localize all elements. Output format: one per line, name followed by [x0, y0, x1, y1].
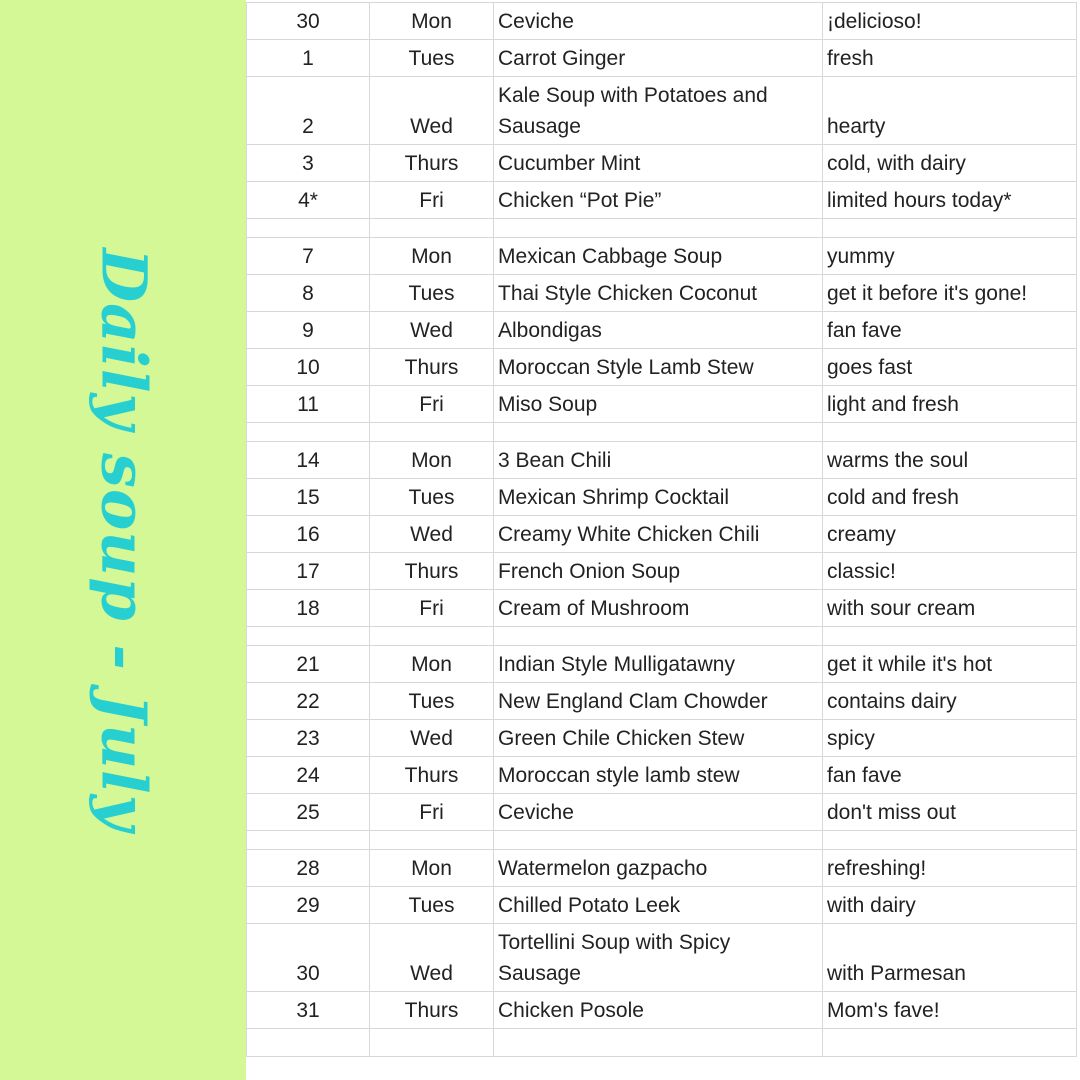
spacer-row	[247, 831, 1077, 850]
soup-calendar-table	[246, 2, 1077, 1057]
day-cell[interactable]: Tues	[370, 40, 494, 77]
soup-cell[interactable]: Thai Style Chicken Coconut	[494, 275, 823, 312]
soup-cell[interactable]: Albondigas	[494, 312, 823, 349]
empty-cell[interactable]	[823, 831, 1077, 850]
table-row	[247, 720, 1077, 757]
soup-cell[interactable]: Moroccan style lamb stew	[494, 757, 823, 794]
empty-cell[interactable]	[247, 423, 370, 442]
note-cell[interactable]: with Parmesan	[823, 924, 1077, 992]
table-row	[247, 553, 1077, 590]
table-row	[247, 349, 1077, 386]
table-row	[247, 238, 1077, 275]
note-cell[interactable]: Mom's fave!	[823, 992, 1077, 1029]
note-cell[interactable]: don't miss out	[823, 794, 1077, 831]
date-cell[interactable]: 2	[247, 77, 370, 145]
empty-cell[interactable]	[823, 627, 1077, 646]
soup-cell[interactable]: Indian Style Mulligatawny	[494, 646, 823, 683]
table-row	[247, 77, 1077, 145]
note-cell[interactable]: hearty	[823, 77, 1077, 145]
side-panel	[0, 0, 246, 1080]
table-row	[247, 683, 1077, 720]
day-cell[interactable]: Mon	[370, 646, 494, 683]
day-cell[interactable]: Mon	[370, 850, 494, 887]
table-row	[247, 924, 1077, 992]
table-row	[247, 992, 1077, 1029]
table-row	[247, 3, 1077, 40]
table-row	[247, 386, 1077, 423]
soup-cell[interactable]: Watermelon gazpacho	[494, 850, 823, 887]
empty-cell[interactable]	[494, 423, 823, 442]
note-cell[interactable]: fan fave	[823, 757, 1077, 794]
table-row	[247, 757, 1077, 794]
note-cell[interactable]: with dairy	[823, 887, 1077, 924]
empty-cell[interactable]	[370, 219, 494, 238]
empty-cell[interactable]	[247, 627, 370, 646]
soup-cell[interactable]: Kale Soup with Potatoes and Sausage	[494, 77, 823, 145]
note-cell[interactable]: with sour cream	[823, 590, 1077, 627]
empty-cell[interactable]	[823, 423, 1077, 442]
table-row	[247, 887, 1077, 924]
soup-cell[interactable]: Cucumber Mint	[494, 145, 823, 182]
day-cell[interactable]: Thurs	[370, 145, 494, 182]
day-cell[interactable]: Wed	[370, 516, 494, 553]
day-cell[interactable]: Fri	[370, 182, 494, 219]
day-cell[interactable]: Mon	[370, 238, 494, 275]
soup-cell[interactable]: Creamy White Chicken Chili	[494, 516, 823, 553]
date-cell[interactable]: 30	[247, 924, 370, 992]
date-cell[interactable]: 16	[247, 516, 370, 553]
note-cell[interactable]: contains dairy	[823, 683, 1077, 720]
empty-cell[interactable]	[494, 1029, 823, 1057]
date-cell[interactable]: 30	[247, 3, 370, 40]
date-cell[interactable]: 11	[247, 386, 370, 423]
day-cell[interactable]: Tues	[370, 275, 494, 312]
empty-cell[interactable]	[247, 1029, 370, 1057]
date-cell[interactable]: 24	[247, 757, 370, 794]
soup-cell[interactable]: Green Chile Chicken Stew	[494, 720, 823, 757]
empty-cell[interactable]	[370, 627, 494, 646]
empty-cell[interactable]	[370, 831, 494, 850]
note-cell[interactable]: cold, with dairy	[823, 145, 1077, 182]
note-cell[interactable]: yummy	[823, 238, 1077, 275]
day-cell[interactable]: Tues	[370, 683, 494, 720]
empty-cell[interactable]	[494, 219, 823, 238]
table-row	[247, 182, 1077, 219]
table-row	[247, 312, 1077, 349]
spreadsheet	[246, 0, 1080, 1080]
day-cell[interactable]: Tues	[370, 479, 494, 516]
soup-cell[interactable]: French Onion Soup	[494, 553, 823, 590]
note-cell[interactable]: get it while it's hot	[823, 646, 1077, 683]
date-cell[interactable]: 17	[247, 553, 370, 590]
date-cell[interactable]: 25	[247, 794, 370, 831]
day-cell[interactable]: Fri	[370, 794, 494, 831]
note-cell[interactable]: cold and fresh	[823, 479, 1077, 516]
soup-cell[interactable]: Cream of Mushroom	[494, 590, 823, 627]
date-cell[interactable]: 31	[247, 992, 370, 1029]
day-cell[interactable]: Wed	[370, 77, 494, 145]
note-cell[interactable]: creamy	[823, 516, 1077, 553]
date-cell[interactable]: 15	[247, 479, 370, 516]
date-cell[interactable]: 22	[247, 683, 370, 720]
day-cell[interactable]: Thurs	[370, 992, 494, 1029]
date-cell[interactable]: 21	[247, 646, 370, 683]
date-cell[interactable]: 3	[247, 145, 370, 182]
day-cell[interactable]: Fri	[370, 590, 494, 627]
table-row	[247, 40, 1077, 77]
soup-cell[interactable]: New England Clam Chowder	[494, 683, 823, 720]
date-cell[interactable]: 1	[247, 40, 370, 77]
day-cell[interactable]: Tues	[370, 887, 494, 924]
day-cell[interactable]: Thurs	[370, 553, 494, 590]
empty-cell[interactable]	[494, 831, 823, 850]
soup-cell[interactable]: Ceviche	[494, 3, 823, 40]
table-row	[247, 646, 1077, 683]
date-cell[interactable]: 23	[247, 720, 370, 757]
note-cell[interactable]: goes fast	[823, 349, 1077, 386]
table-row	[247, 516, 1077, 553]
soup-cell[interactable]: Ceviche	[494, 794, 823, 831]
date-cell[interactable]: 14	[247, 442, 370, 479]
soup-cell[interactable]: Moroccan Style Lamb Stew	[494, 349, 823, 386]
empty-cell[interactable]	[494, 627, 823, 646]
empty-cell[interactable]	[370, 423, 494, 442]
spacer-row	[247, 219, 1077, 238]
note-cell[interactable]: get it before it's gone!	[823, 275, 1077, 312]
table-row	[247, 442, 1077, 479]
soup-cell[interactable]: Chilled Potato Leek	[494, 887, 823, 924]
table-row	[247, 275, 1077, 312]
soup-cell[interactable]: Chicken Posole	[494, 992, 823, 1029]
spacer-row	[247, 627, 1077, 646]
note-cell[interactable]: ¡delicioso!	[823, 3, 1077, 40]
day-cell[interactable]: Wed	[370, 720, 494, 757]
day-cell[interactable]: Thurs	[370, 349, 494, 386]
empty-cell[interactable]	[247, 219, 370, 238]
table-row	[247, 794, 1077, 831]
soup-cell[interactable]: Miso Soup	[494, 386, 823, 423]
date-cell[interactable]: 8	[247, 275, 370, 312]
table-row	[247, 590, 1077, 627]
date-cell[interactable]: 18	[247, 590, 370, 627]
empty-cell[interactable]	[823, 1029, 1077, 1057]
day-cell[interactable]: Mon	[370, 3, 494, 40]
day-cell[interactable]: Thurs	[370, 757, 494, 794]
date-cell[interactable]: 28	[247, 850, 370, 887]
date-cell[interactable]: 7	[247, 238, 370, 275]
soup-cell[interactable]: Tortellini Soup with Spicy Sausage	[494, 924, 823, 992]
soup-cell[interactable]: Mexican Cabbage Soup	[494, 238, 823, 275]
soup-cell[interactable]: Carrot Ginger	[494, 40, 823, 77]
day-cell[interactable]: Fri	[370, 386, 494, 423]
soup-cell[interactable]: 3 Bean Chili	[494, 442, 823, 479]
spacer-row	[247, 423, 1077, 442]
note-cell[interactable]: fresh	[823, 40, 1077, 77]
day-cell[interactable]: Wed	[370, 312, 494, 349]
date-cell[interactable]: 9	[247, 312, 370, 349]
table-row	[247, 479, 1077, 516]
spacer-row	[247, 1029, 1077, 1057]
table-row	[247, 850, 1077, 887]
date-cell[interactable]: 4*	[247, 182, 370, 219]
day-cell[interactable]: Wed	[370, 924, 494, 992]
date-cell[interactable]: 29	[247, 887, 370, 924]
date-cell[interactable]: 10	[247, 349, 370, 386]
note-cell[interactable]: fan fave	[823, 312, 1077, 349]
note-cell[interactable]: limited hours today*	[823, 182, 1077, 219]
empty-cell[interactable]	[247, 831, 370, 850]
note-cell[interactable]: refreshing!	[823, 850, 1077, 887]
empty-cell[interactable]	[823, 219, 1077, 238]
note-cell[interactable]: warms the soul	[823, 442, 1077, 479]
page-title: Daily soup - July	[87, 248, 161, 832]
soup-cell[interactable]: Chicken “Pot Pie”	[494, 182, 823, 219]
table-row	[247, 145, 1077, 182]
day-cell[interactable]: Mon	[370, 442, 494, 479]
note-cell[interactable]: classic!	[823, 553, 1077, 590]
empty-cell[interactable]	[370, 1029, 494, 1057]
note-cell[interactable]: spicy	[823, 720, 1077, 757]
soup-cell[interactable]: Mexican Shrimp Cocktail	[494, 479, 823, 516]
note-cell[interactable]: light and fresh	[823, 386, 1077, 423]
